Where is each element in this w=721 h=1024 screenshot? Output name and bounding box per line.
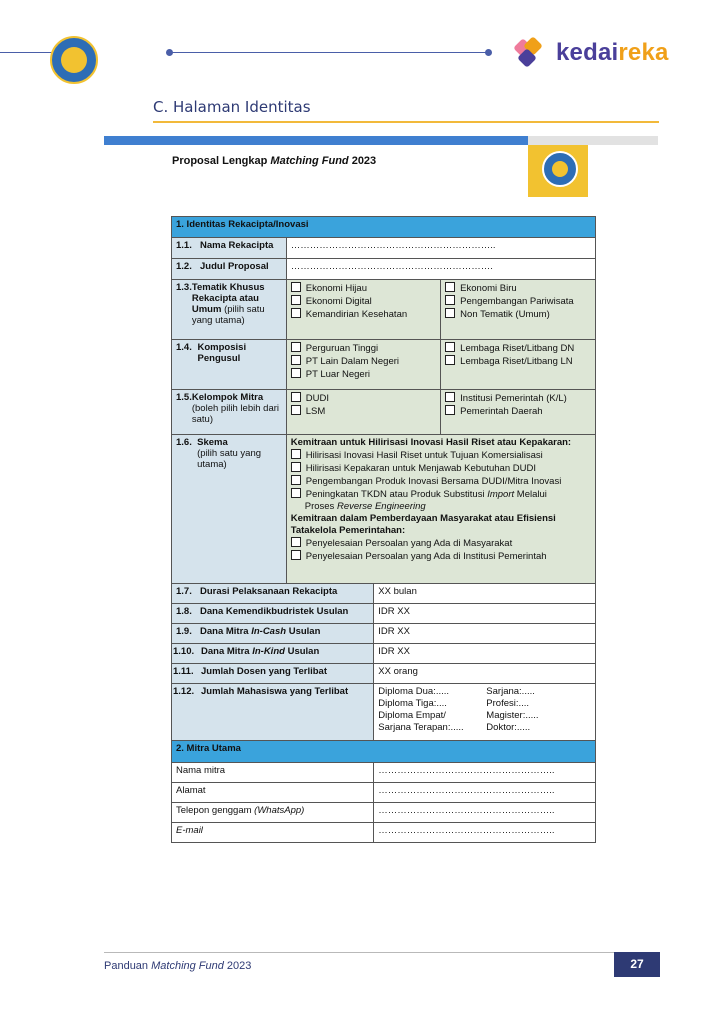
checkbox-icon bbox=[291, 537, 301, 547]
table-row: 1.12. Jumlah Mahasiswa yang Terlibat Diploma Dua:..... Diploma Tiga:.... Diploma Empat/ Sarjana Terapan:..... Sarjana:..... Profesi:.... Magister:..... Doktor:..... bbox=[172, 684, 596, 741]
identity-table bbox=[171, 216, 596, 843]
checkbox-icon bbox=[291, 550, 301, 560]
table-row: 1.11. Jumlah Dosen yang Terlibat XX orang bbox=[172, 664, 596, 684]
table-row: 1.3. Tematik Khusus Rekacipta atau Umum (pilih satu yang utama) Ekonomi Hijau Ekonomi Digital Kemandirian Kesehatan Ekonomi Biru Pengembangan Pariwisata Non Tematik (Umum) bbox=[172, 280, 596, 340]
checkbox-icon bbox=[445, 342, 455, 352]
checkbox-option[interactable]: DUDI bbox=[291, 392, 436, 405]
checkbox-option[interactable]: Pemerintah Daerah bbox=[445, 405, 591, 418]
checkbox-icon bbox=[291, 368, 301, 378]
checkbox-option[interactable]: Lembaga Riset/Litbang DN bbox=[445, 342, 591, 355]
checkbox-option[interactable]: Lembaga Riset/Litbang LN bbox=[445, 355, 591, 368]
table-row: 1.9. Dana Mitra In-Cash Usulan IDR XX bbox=[172, 624, 596, 644]
field-judul-proposal[interactable]: ………………………………………………………. bbox=[286, 259, 595, 280]
section-title: C. Halaman Identitas bbox=[153, 98, 311, 116]
field-dana-inkind[interactable]: IDR XX bbox=[374, 644, 596, 664]
table-row: Nama mitra ……………………………………………….. bbox=[172, 763, 596, 783]
checkbox-icon bbox=[291, 449, 301, 459]
section-underline bbox=[153, 121, 659, 123]
checkbox-icon bbox=[291, 295, 301, 305]
table-row: 1.6. Skema (pilih satu yang utama) Kemitraan untuk Hilirisasi Inovasi Hasil Riset atau Kepakaran: Hilirisasi Inovasi Hasil Riset untuk Tujuan Komersialisasi Hilirisasi Kepakaran untuk Menjawab Kebutuhan DUDI Pengembangan Produk Inovasi Bersama DUDI/Mitra Inovasi Peningkatan TKDN atau Produk Substitusi Import Melalui Proses Reverse Engineering Kemitraan dalam Pemberdayaan Masyarakat atau Efisiensi Tatakelola Pemerintahan: Penyelesaian Persoalan yang Ada di Masyarakat Penyelesaian Persoalan yang Ada di Institusi Pemerintah bbox=[172, 435, 596, 584]
table-row: 1.2. Judul Proposal ………………………………………………………. bbox=[172, 259, 596, 280]
checkbox-option[interactable]: Peningkatan TKDN atau Produk Substitusi Import Melalui bbox=[291, 488, 591, 501]
checkbox-icon bbox=[291, 475, 301, 485]
field-email[interactable]: ……………………………………………….. bbox=[374, 823, 596, 843]
form-title: Proposal Lengkap Matching Fund 2023 bbox=[172, 155, 377, 167]
checkbox-icon bbox=[445, 282, 455, 292]
footer-text: Panduan Matching Fund 2023 bbox=[104, 960, 252, 972]
checkbox-option[interactable]: Penyelesaian Persoalan yang Ada di Institusi Pemerintah bbox=[291, 550, 591, 563]
field-dana-incash[interactable]: IDR XX bbox=[374, 624, 596, 644]
form-top-bar bbox=[104, 136, 528, 145]
field-jumlah-mahasiswa[interactable]: Diploma Dua:..... Diploma Tiga:.... Diploma Empat/ Sarjana Terapan:..... Sarjana:..... Profesi:.... Magister:..... Doktor:..... bbox=[374, 684, 596, 741]
checkbox-option[interactable]: PT Luar Negeri bbox=[291, 368, 436, 381]
field-nama-rekacipta[interactable]: ……………………………………………………….. bbox=[286, 238, 595, 259]
table-row: 1.1. Nama Rekacipta ……………………………………………………….. bbox=[172, 238, 596, 259]
checkbox-option-continued: Proses Reverse Engineering bbox=[304, 501, 426, 512]
checkbox-icon bbox=[445, 392, 455, 402]
checkbox-icon bbox=[291, 282, 301, 292]
checkbox-icon bbox=[291, 392, 301, 402]
checkbox-option[interactable]: Perguruan Tinggi bbox=[291, 342, 436, 355]
footer-line bbox=[104, 952, 614, 953]
checkbox-option[interactable]: Pengembangan Produk Inovasi Bersama DUDI/Mitra Inovasi bbox=[291, 475, 591, 488]
field-dana-kemendikbud[interactable]: IDR XX bbox=[374, 604, 596, 624]
checkbox-icon bbox=[445, 355, 455, 365]
table-row: 1.5. Kelompok Mitra (boleh pilih lebih dari satu) DUDI LSM Institusi Pemerintah (K/L) Pemerintah Daerah bbox=[172, 390, 596, 435]
form-top-bar-grey bbox=[528, 136, 658, 145]
checkbox-option[interactable]: Hilirisasi Kepakaran untuk Menjawab Kebutuhan DUDI bbox=[291, 462, 591, 475]
checkbox-icon bbox=[445, 308, 455, 318]
checkbox-option[interactable]: Hilirisasi Inovasi Hasil Riset untuk Tujuan Komersialisasi bbox=[291, 449, 591, 462]
kedaireka-logo-icon bbox=[512, 37, 548, 69]
checkbox-option[interactable]: Penyelesaian Persoalan yang Ada di Masyarakat bbox=[291, 537, 591, 550]
field-durasi[interactable]: XX bulan bbox=[374, 584, 596, 604]
kemdikbud-logo bbox=[50, 36, 98, 84]
table-row: 1.7. Durasi Pelaksanaan Rekacipta XX bulan bbox=[172, 584, 596, 604]
checkbox-icon bbox=[291, 462, 301, 472]
header-dot bbox=[485, 49, 492, 56]
header-line-right bbox=[170, 52, 488, 53]
checkbox-icon bbox=[291, 405, 301, 415]
table-row: 1.8. Dana Kemendikbudristek Usulan IDR XX bbox=[172, 604, 596, 624]
section-header: 2. Mitra Utama bbox=[172, 741, 596, 763]
checkbox-option[interactable]: LSM bbox=[291, 405, 436, 418]
checkbox-option[interactable]: PT Lain Dalam Negeri bbox=[291, 355, 436, 368]
table-row: 1.4. Komposisi Pengusul Perguruan Tinggi PT Lain Dalam Negeri PT Luar Negeri Lembaga Riset/Litbang DN Lembaga Riset/Litbang LN bbox=[172, 340, 596, 390]
section-header: 1. Identitas Rekacipta/Inovasi bbox=[172, 217, 596, 238]
checkbox-option[interactable]: Kemandirian Kesehatan bbox=[291, 308, 436, 321]
table-row: Telepon genggam (WhatsApp) ……………………………………………….. bbox=[172, 803, 596, 823]
kedaireka-logo-text: kedaireka bbox=[556, 39, 669, 66]
checkbox-option[interactable]: Non Tematik (Umum) bbox=[445, 308, 591, 321]
checkbox-option[interactable]: Ekonomi Digital bbox=[291, 295, 436, 308]
checkbox-icon bbox=[291, 355, 301, 365]
checkbox-icon bbox=[445, 405, 455, 415]
checkbox-option[interactable]: Pengembangan Pariwisata bbox=[445, 295, 591, 308]
skema-group-heading: Kemitraan dalam Pemberdayaan Masyarakat atau Efisiensi Tatakelola Pemerintahan: bbox=[290, 513, 556, 536]
field-jumlah-dosen[interactable]: XX orang bbox=[374, 664, 596, 684]
checkbox-option[interactable]: Ekonomi Hijau bbox=[291, 282, 436, 295]
checkbox-icon bbox=[445, 295, 455, 305]
checkbox-icon bbox=[291, 308, 301, 318]
table-row: E-mail ……………………………………………….. bbox=[172, 823, 596, 843]
checkbox-option[interactable]: Ekonomi Biru bbox=[445, 282, 591, 295]
table-row: Alamat ……………………………………………….. bbox=[172, 783, 596, 803]
field-nama-mitra[interactable]: ……………………………………………….. bbox=[374, 763, 596, 783]
checkbox-option[interactable]: Institusi Pemerintah (K/L) bbox=[445, 392, 591, 405]
skema-group-heading: Kemitraan untuk Hilirisasi Inovasi Hasil Riset atau Kepakaran: bbox=[290, 437, 572, 448]
field-alamat[interactable]: ……………………………………………….. bbox=[374, 783, 596, 803]
checkbox-icon bbox=[291, 342, 301, 352]
page-number: 27 bbox=[614, 952, 660, 977]
table-row: 1.10. Dana Mitra In-Kind Usulan IDR XX bbox=[172, 644, 596, 664]
field-telepon[interactable]: ……………………………………………….. bbox=[374, 803, 596, 823]
checkbox-icon bbox=[291, 488, 301, 498]
kemdikbud-logo-small bbox=[542, 151, 578, 187]
